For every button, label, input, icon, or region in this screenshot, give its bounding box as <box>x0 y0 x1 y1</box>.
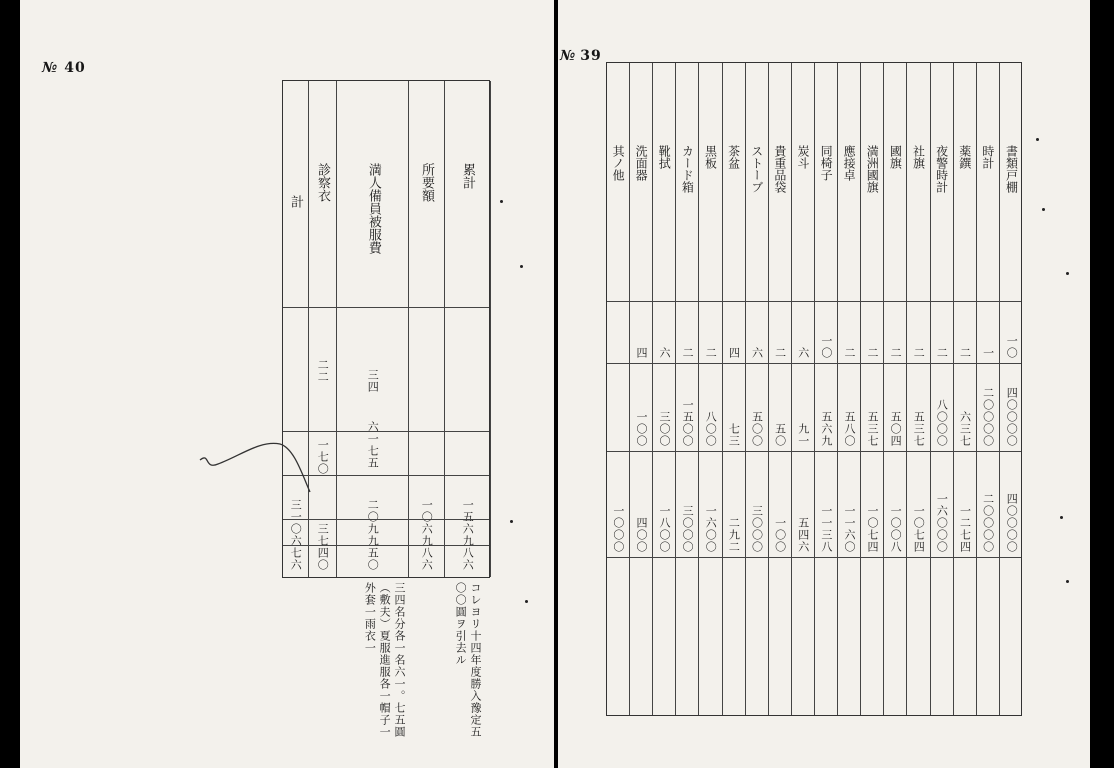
header-cumulative: 累計 <box>460 163 475 189</box>
left-page <box>20 0 554 768</box>
item-amount: 一〇〇 <box>773 517 787 553</box>
header-required: 所要額 <box>419 163 434 202</box>
item-amount: 二九二 <box>727 517 741 553</box>
goods-column <box>653 63 676 715</box>
goods-column <box>769 63 792 715</box>
left-page-number: № 40 <box>42 60 86 76</box>
item-unit-price: 五〇四 <box>889 411 903 447</box>
item-unit-price: 四〇〇〇〇 <box>1005 387 1019 447</box>
value-items-2: 六一七五 <box>366 421 380 469</box>
right-page <box>558 0 1090 768</box>
item-quantity: 二 <box>935 347 949 359</box>
item-label: 薬鐉 <box>957 145 972 169</box>
item-label: 其ノ他 <box>611 145 626 181</box>
item-label: 國旗 <box>888 145 903 169</box>
goods-column <box>931 63 954 715</box>
note-staff-uniforms: 三四名分各一名六一。七五圓（敷夫）夏服進服各一帽子一外套一雨衣一 <box>363 582 406 738</box>
item-quantity: 二 <box>958 347 972 359</box>
item-amount: 一二七四 <box>958 505 972 553</box>
item-unit-price: 一〇〇 <box>634 411 648 447</box>
item-quantity: 二 <box>866 347 880 359</box>
item-amount: 三〇〇〇 <box>681 505 695 553</box>
item-quantity: 一〇 <box>1005 335 1019 359</box>
value-cumulative: 一五六九八六 <box>461 499 475 571</box>
item-label: 社旗 <box>911 145 926 169</box>
item-label: 炭斗 <box>795 145 810 169</box>
goods-column <box>792 63 815 715</box>
item-amount: 五四六 <box>796 517 810 553</box>
value-required: 一〇六九八六 <box>420 499 434 571</box>
pencil-scribble-icon <box>190 430 330 510</box>
column-required <box>409 81 445 577</box>
item-quantity <box>607 305 629 359</box>
goods-table <box>606 62 1022 716</box>
goods-column <box>838 63 861 715</box>
item-quantity: 四 <box>727 347 741 359</box>
item-amount: 一〇〇八 <box>889 505 903 553</box>
header-total: 計 <box>288 194 303 208</box>
item-amount: 二〇〇〇〇 <box>981 493 995 553</box>
item-label: 夜警時計 <box>934 145 949 193</box>
value-items-1: 三四 <box>366 369 380 393</box>
item-unit-price: 三〇〇 <box>658 411 672 447</box>
item-unit-price: 七三 <box>727 423 741 447</box>
item-amount: 一六〇〇〇 <box>935 493 949 553</box>
item-label: 洗面器 <box>634 145 649 181</box>
item-label: カード箱 <box>680 145 695 193</box>
item-label: 時計 <box>980 145 995 169</box>
item-amount: 一八〇〇 <box>658 505 672 553</box>
item-unit-price: 八〇〇〇 <box>935 399 949 447</box>
value-medical-2: 一七〇 <box>316 439 330 475</box>
goods-column <box>699 63 722 715</box>
item-unit-price <box>607 367 629 447</box>
item-quantity: 四 <box>634 347 648 359</box>
item-unit-price: 五〇〇 <box>750 411 764 447</box>
item-unit-price: 九一 <box>796 423 810 447</box>
item-quantity: 一 <box>981 347 995 359</box>
item-amount: 四〇〇〇〇 <box>1005 493 1019 553</box>
goods-column <box>746 63 769 715</box>
item-quantity: 二 <box>912 347 926 359</box>
item-amount: 一一六〇 <box>842 505 856 553</box>
item-unit-price: 八〇〇 <box>704 411 718 447</box>
header-items: 満人備員被服費 <box>365 163 381 254</box>
item-quantity: 二 <box>889 347 903 359</box>
item-amount: 一一三八 <box>819 505 833 553</box>
goods-column <box>723 63 746 715</box>
item-quantity: 六 <box>796 347 810 359</box>
goods-column <box>977 63 1000 715</box>
item-amount: 一〇七四 <box>912 505 926 553</box>
item-quantity: 二 <box>842 347 856 359</box>
item-unit-price: 五八〇 <box>842 411 856 447</box>
column-cumulative <box>445 81 491 577</box>
item-unit-price: 二〇〇〇〇 <box>981 387 995 447</box>
goods-column <box>954 63 977 715</box>
item-unit-price: 六三七 <box>958 411 972 447</box>
item-label: 黒板 <box>703 145 718 169</box>
header-medical: 診察衣 <box>315 163 330 202</box>
item-quantity: 一〇 <box>819 335 833 359</box>
goods-column <box>884 63 907 715</box>
item-unit-price: 五三七 <box>912 411 926 447</box>
item-amount: 三〇〇〇 <box>750 505 764 553</box>
column-items <box>337 81 409 577</box>
item-unit-price: 五六九 <box>819 411 833 447</box>
goods-column <box>907 63 930 715</box>
item-quantity: 六 <box>658 347 672 359</box>
item-label: 同椅子 <box>819 145 834 181</box>
item-amount: 四〇〇 <box>634 517 648 553</box>
goods-column <box>861 63 884 715</box>
item-label: 靴拭 <box>657 145 672 169</box>
item-quantity: 二 <box>773 347 787 359</box>
item-amount: 一六〇〇 <box>704 505 718 553</box>
value-total: 三一〇六七六 <box>289 499 303 571</box>
item-amount: 一〇〇〇 <box>611 505 625 553</box>
item-quantity: 二 <box>704 347 718 359</box>
goods-column <box>1000 63 1023 715</box>
goods-column <box>630 63 653 715</box>
value-items-3: 二〇九九五〇 <box>366 499 380 571</box>
value-medical-3: 三七四〇 <box>316 523 330 571</box>
right-page-number: № 39 <box>560 48 602 64</box>
item-label: 應接卓 <box>842 145 857 181</box>
item-unit-price: 一五〇〇 <box>681 399 695 447</box>
note-budget-deduction: コレヨリ十四年度勝入豫定五〇〇圓ヲ引去ル <box>454 582 482 738</box>
value-medical: 二二 <box>316 359 330 383</box>
goods-column <box>607 63 630 715</box>
item-quantity: 二 <box>681 347 695 359</box>
item-unit-price: 五三七 <box>866 411 880 447</box>
item-label: 貴重品袋 <box>772 145 787 193</box>
item-quantity: 六 <box>750 347 764 359</box>
goods-column <box>676 63 699 715</box>
goods-column <box>815 63 838 715</box>
item-unit-price: 五〇 <box>773 423 787 447</box>
item-label: ストーブ <box>749 145 764 193</box>
item-label: 書類戸棚 <box>1004 145 1019 193</box>
item-amount: 一〇七四 <box>866 505 880 553</box>
item-label: 茶盆 <box>726 145 741 169</box>
item-label: 満洲國旗 <box>865 145 880 193</box>
